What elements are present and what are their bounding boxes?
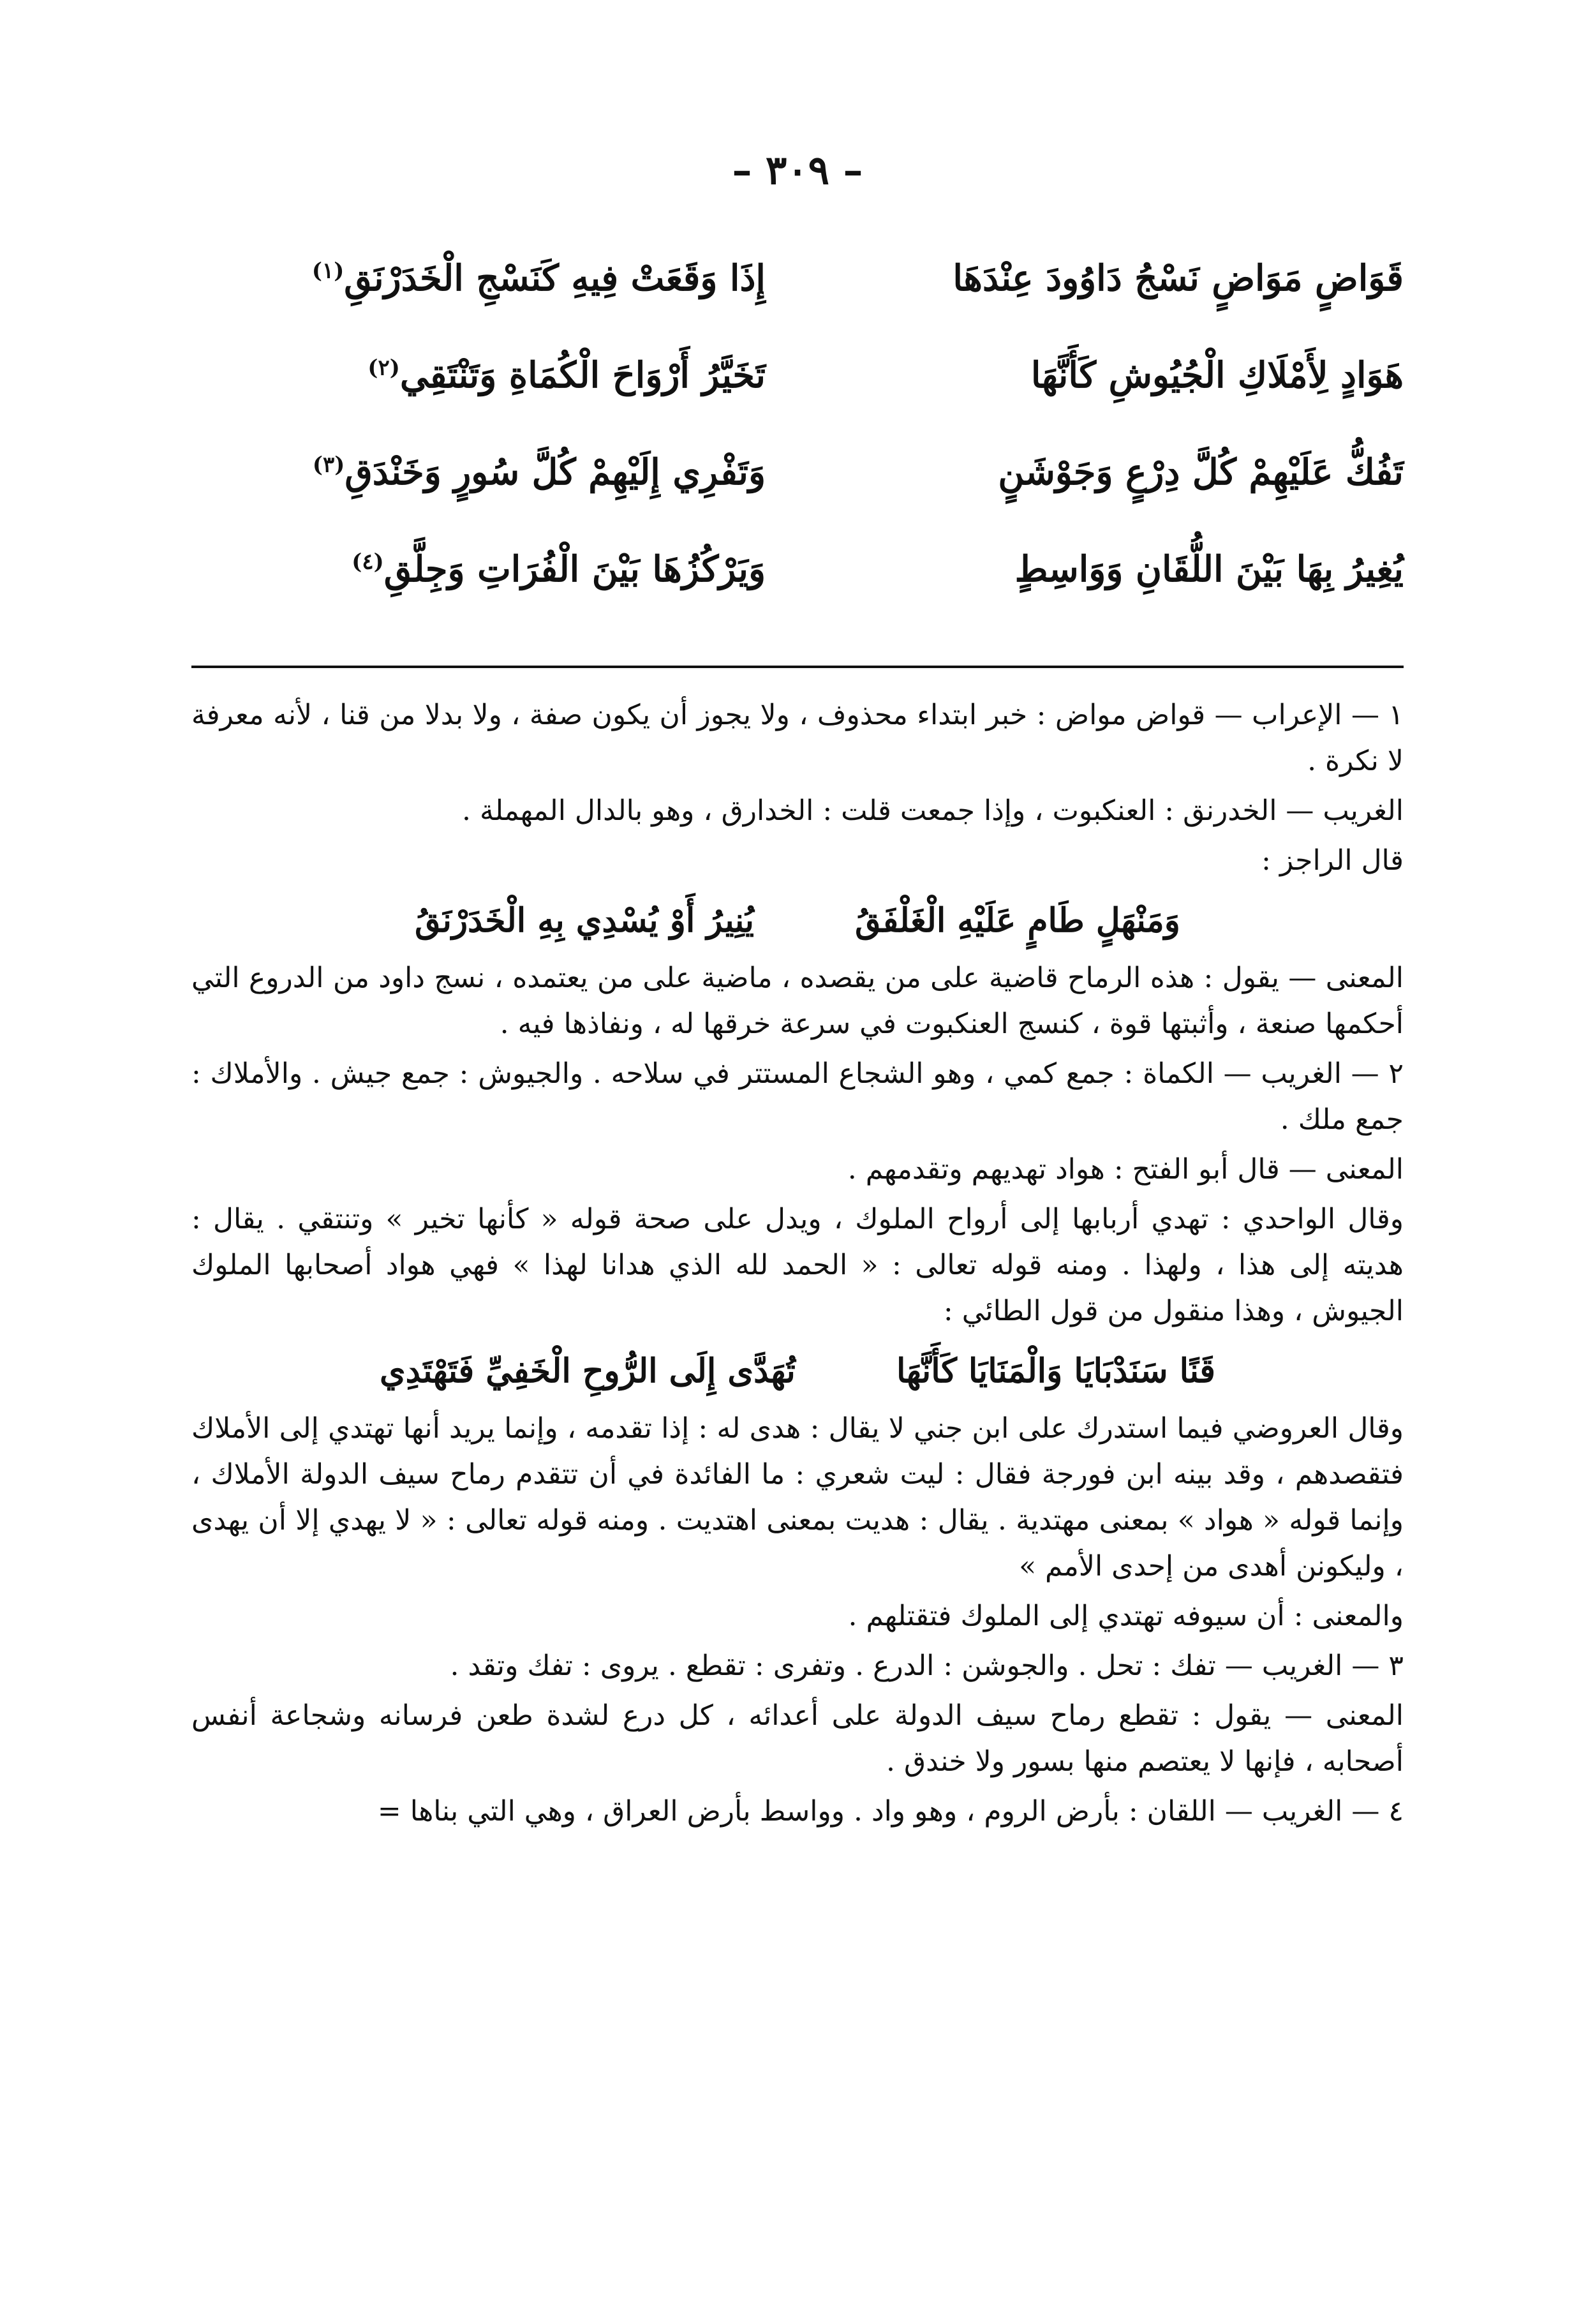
note-1-meaning: المعنى — يقول : هذه الرماح قاضية على من يقصده ، ماضية على من يعتمده ، نسج داود من الدروع التي أحكمها صنعة ، وأثبتها قوة ، كنسج العنكبوت في سرعة خرقها له ، ونفاذها فيه . <box>191 962 1404 1040</box>
note-1-grammar: ١ — الإعراب — قواض مواض : خبر ابتداء محذوف ، ولا يجوز أن يكون صفة ، ولا بدلا من قنا ، لأنه معرفة لا نكرة . <box>191 699 1404 777</box>
note-2-conclusion: والمعنى : أن سيوفه تهتدي إلى الملوك فتقتلهم . <box>848 1600 1404 1632</box>
verse-2 <box>191 327 1404 424</box>
verse-3-first-hemistich: تَفُكُّ عَلَيْهِمْ كُلَّ دِرْعٍ وَجَوْشَنٍ <box>998 451 1404 493</box>
note-2-meaning: المعنى — قال أبو الفتح : هواد تهديهم وتقدمهم . <box>847 1153 1404 1186</box>
footnote-divider <box>191 666 1404 668</box>
poem <box>191 230 1404 618</box>
quoted-verse-1-second: يُنِيرُ أَوْ يُسْدِي بِهِ الْخَدَرْنَقُ <box>415 901 754 940</box>
note-3-meaning: المعنى — يقول : تقطع رماح سيف الدولة على أعدائه ، كل درع لشدة طعن فرسانه وشجاعة أنفس أصحابه ، فإنها لا يعتصم منها بسور ولا خندق . <box>191 1699 1404 1778</box>
quoted-verse-2-second: تُهَدَّى إِلَى الرُّوحِ الْخَفِيِّ فَتَهْتَدِي <box>379 1352 796 1390</box>
verse-3 <box>191 424 1404 521</box>
note-3-vocabulary: ٣ — الغريب — تفك : تحل . والجوشن : الدرع . وتفرى : تقطع . يروى : تفك وتقد . <box>450 1650 1404 1682</box>
quoted-verse-1 <box>191 898 1404 944</box>
quoted-verse-1-first: وَمَنْهَلٍ طَامٍ عَلَيْهِ الْغَلْفَقُ <box>855 901 1180 940</box>
note-2-arudi: وقال العروضي فيما استدرك على ابن جني لا يقال : هدى له : إذا تقدمه ، وإنما يريد أنها تهتدي إلى الأملاك فتقصدهم ، وقد بينه ابن فورجة فقال : ليت شعري : ما الفائدة في أن تتقدم رماح سيف الدولة الأملاك ، وإنما قوله « هواد » بمعنى مهتدية . يقال : هديت بمعنى اهتديت . ومنه قوله تعالى : « لا يهدي إلا أن يهدى ، وليكونن أهدى من إحدى الأمم » <box>191 1412 1404 1583</box>
note-4-vocabulary: ٤ — الغريب — اللقان : بأرض الروم ، وهو واد . وواسط بأرض العراق ، وهي التي بناها = <box>377 1795 1404 1828</box>
footnote-marker-3: (٣) <box>312 452 345 478</box>
note-2-wahidi: وقال الواحدي : تهدي أربابها إلى أرواح الملوك ، ويدل على صحة قوله « كأنها تخير » وتنتقي . يقال : هديته إلى هذا ، ولهذا . ومنه قوله تعالى : « الحمد لله الذي هدانا لهذا » فهي هواد أصحابها الملوك الجيوش ، وهذا منقول من قول الطائي : <box>191 1203 1404 1327</box>
quoted-verse-2-first: قَنًا سَنَدْبَايَا وَالْمَنَايَا كَأَنَّهَا <box>896 1352 1216 1390</box>
verse-2-second-hemistich <box>191 354 766 396</box>
verse-4-second-hemistich <box>191 548 766 590</box>
note-2-vocabulary: ٢ — الغريب — الكماة : جمع كمي ، وهو الشجاع المستتر في سلاحه . والجيوش : جمع جيش . والأملاك : جمع ملك . <box>191 1057 1404 1136</box>
verse-4-first-hemistich: يُغِيرُ بِهَا بَيْنَ اللُّقَانِ وَوَاسِطٍ <box>1014 548 1404 590</box>
page-number: – ٣٠٩ – <box>732 147 863 193</box>
verse-2-first-hemistich: هَوَادٍ لِأَمْلَاكِ الْجُيُوشِ كَأَنَّهَا <box>1030 354 1404 396</box>
note-1-rajaz-intro: قال الراجز : <box>1261 844 1404 877</box>
verse-2-second-text: تَخَيَّرُ أَرْوَاحَ الْكُمَاةِ وَتَنْتَقِي <box>399 354 766 396</box>
verse-3-second-text: وَتَفْرِي إِلَيْهِمْ كُلَّ سُورٍ وَخَنْدَقِ <box>345 451 766 493</box>
verse-1-second-text: إِذَا وَقَعَتْ فِيهِ كَنَسْجِ الْخَدَرْنَقِ <box>344 257 766 299</box>
commentary <box>191 692 1404 1838</box>
verse-4-second-text: وَيَرْكُزُهَا بَيْنَ الْفُرَاتِ وَجِلَّقِ <box>383 548 766 590</box>
verse-1 <box>191 230 1404 327</box>
footnote-marker-2: (٢) <box>367 355 400 381</box>
note-1-vocabulary: الغريب — الخدرنق : العنكبوت ، وإذا جمعت قلت : الخدارق ، وهو بالدال المهملة . <box>462 794 1404 827</box>
footnote-marker-4: (٤) <box>352 549 384 575</box>
footnote-marker-1: (١) <box>311 258 345 284</box>
verse-3-second-hemistich <box>191 451 766 493</box>
verse-4 <box>191 521 1404 618</box>
verse-1-first-hemistich: قَوَاضٍ مَوَاضٍ نَسْجُ دَاوُودَ عِنْدَهَا <box>953 257 1404 299</box>
quoted-verse-2 <box>191 1348 1404 1394</box>
verse-1-second-hemistich <box>191 257 766 299</box>
